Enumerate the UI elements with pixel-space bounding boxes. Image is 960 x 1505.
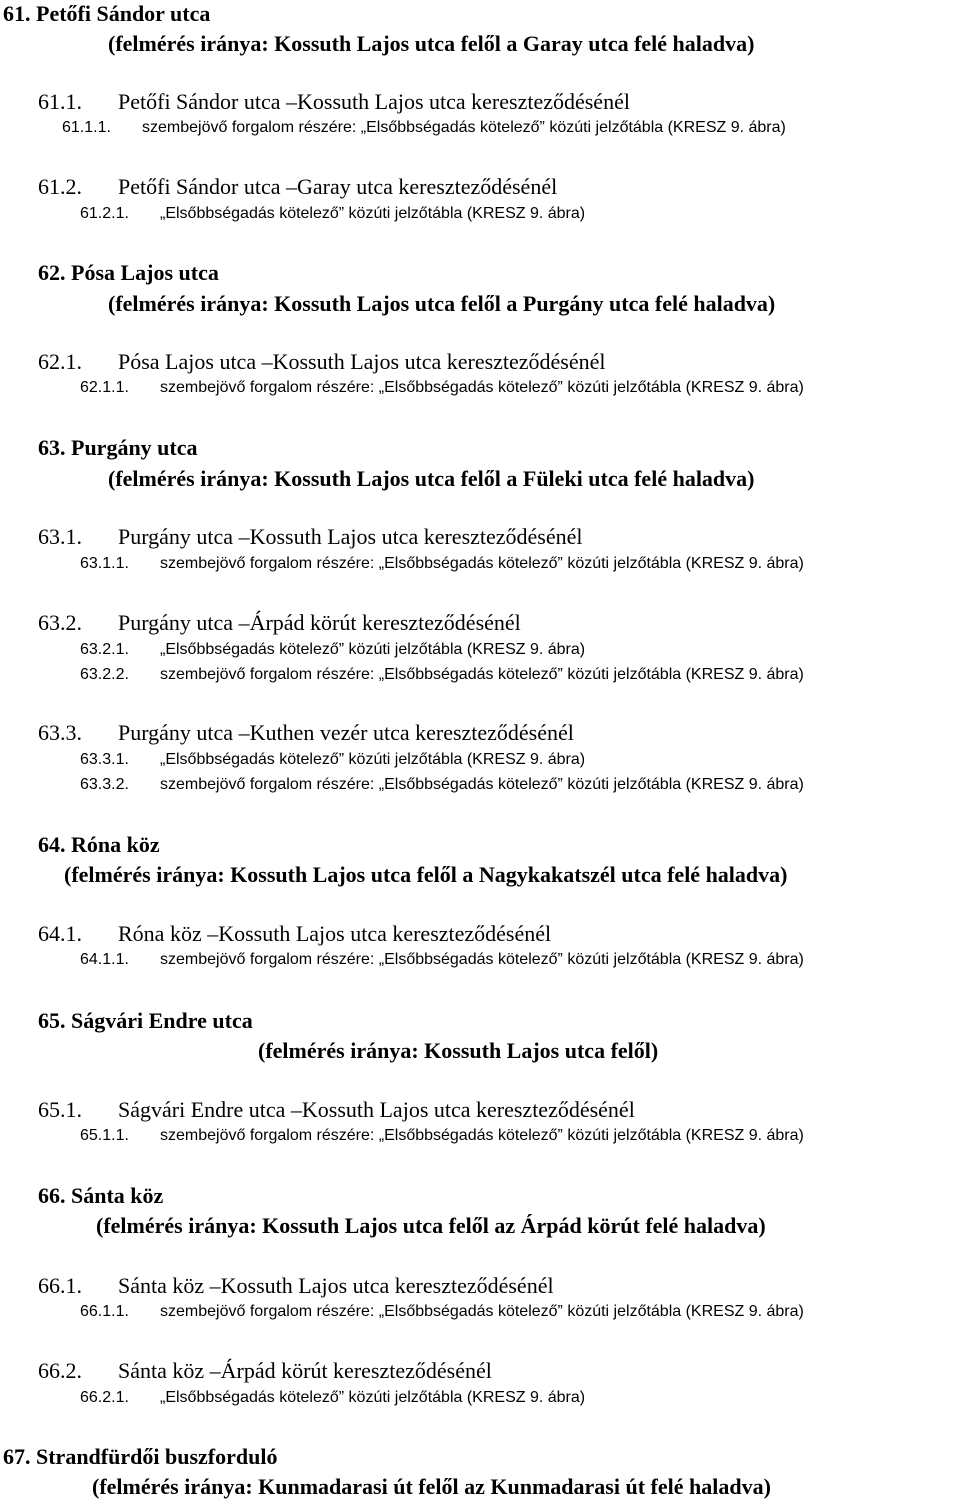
subsection-text: Ságvári Endre utca –Kossuth Lajos utca kereszteződésénél bbox=[118, 1097, 635, 1122]
item-text: szembejövő forgalom részére: „Elsőbbségadás kötelező” közúti jelzőtábla (KRESZ 9. ábra) bbox=[142, 119, 786, 136]
item-text: szembejövő forgalom részére: „Elsőbbségadás kötelező” közúti jelzőtábla (KRESZ 9. ábra) bbox=[160, 666, 804, 683]
subsection-title bbox=[38, 351, 606, 373]
section-direction: (felmérés iránya: Kossuth Lajos utca felől a Garay utca felé haladva) bbox=[108, 31, 755, 56]
subsection-number: 63.1. bbox=[38, 524, 82, 549]
section-direction: (felmérés iránya: Kossuth Lajos utca felől a Purgány utca felé haladva) bbox=[108, 291, 776, 316]
subsection-number: 64.1. bbox=[38, 921, 82, 946]
subsection-title bbox=[38, 1275, 554, 1297]
subsection-title bbox=[38, 91, 630, 113]
section-heading: 61. Petőfi Sándor utca bbox=[3, 1, 211, 26]
subsection-text: Petőfi Sándor utca –Garay utca kereszteződésénél bbox=[118, 174, 558, 199]
subsection-number: 62.1. bbox=[38, 349, 82, 374]
subsection-number: 63.2. bbox=[38, 610, 82, 635]
subsection-number: 65.1. bbox=[38, 1097, 82, 1122]
item-number: 63.1.1. bbox=[80, 555, 129, 572]
item-number: 66.2.1. bbox=[80, 1389, 129, 1406]
section-heading: 65. Ságvári Endre utca bbox=[38, 1008, 253, 1033]
section-heading: 66. Sánta köz bbox=[38, 1183, 164, 1208]
item-number: 63.2.1. bbox=[80, 641, 129, 658]
subsection-title bbox=[38, 1099, 635, 1121]
item-line bbox=[80, 952, 804, 968]
item-number: 66.1.1. bbox=[80, 1303, 129, 1320]
item-text: „Elsőbbségadás kötelező” közúti jelzőtábla (KRESZ 9. ábra) bbox=[160, 751, 586, 768]
subsection-number: 63.3. bbox=[38, 720, 82, 745]
item-number: 61.1.1. bbox=[62, 119, 111, 136]
subsection-title bbox=[38, 526, 583, 548]
subsection-title bbox=[38, 722, 574, 744]
item-number: 63.2.2. bbox=[80, 666, 129, 683]
item-line bbox=[80, 380, 804, 396]
item-line bbox=[80, 752, 585, 768]
subsection-number: 66.2. bbox=[38, 1358, 82, 1383]
item-text: szembejövő forgalom részére: „Elsőbbségadás kötelező” közúti jelzőtábla (KRESZ 9. ábra) bbox=[160, 1127, 804, 1144]
subsection-title bbox=[38, 1360, 492, 1382]
item-line bbox=[80, 1390, 585, 1406]
item-number: 63.3.2. bbox=[80, 776, 129, 793]
section-heading: 63. Purgány utca bbox=[38, 435, 198, 460]
section-direction: (felmérés iránya: Kossuth Lajos utca felől a Füleki utca felé haladva) bbox=[108, 466, 755, 491]
item-number: 62.1.1. bbox=[80, 379, 129, 396]
subsection-title bbox=[38, 612, 521, 634]
section-heading: 67. Strandfürdői buszforduló bbox=[3, 1444, 278, 1469]
section-direction: (felmérés iránya: Kunmadarasi út felől az Kunmadarasi út felé haladva) bbox=[92, 1474, 771, 1499]
item-number: 64.1.1. bbox=[80, 951, 129, 968]
subsection-text: Sánta köz –Árpád körút kereszteződésénél bbox=[118, 1358, 492, 1383]
item-line bbox=[80, 777, 804, 793]
subsection-text: Sánta köz –Kossuth Lajos utca kereszteződésénél bbox=[118, 1273, 554, 1298]
item-text: „Elsőbbségadás kötelező” közúti jelzőtábla (KRESZ 9. ábra) bbox=[160, 1389, 586, 1406]
section-direction: (felmérés iránya: Kossuth Lajos utca felől az Árpád körút felé haladva) bbox=[96, 1213, 766, 1238]
item-line bbox=[80, 1128, 804, 1144]
item-line bbox=[80, 206, 585, 222]
subsection-number: 61.2. bbox=[38, 174, 82, 199]
item-number: 63.3.1. bbox=[80, 751, 129, 768]
subsection-text: Pósa Lajos utca –Kossuth Lajos utca kereszteződésénél bbox=[118, 349, 606, 374]
subsection-text: Róna köz –Kossuth Lajos utca kereszteződésénél bbox=[118, 921, 552, 946]
subsection-text: Petőfi Sándor utca –Kossuth Lajos utca kereszteződésénél bbox=[118, 89, 630, 114]
subsection-number: 66.1. bbox=[38, 1273, 82, 1298]
item-text: szembejövő forgalom részére: „Elsőbbségadás kötelező” közúti jelzőtábla (KRESZ 9. ábra) bbox=[160, 555, 804, 572]
subsection-number: 61.1. bbox=[38, 89, 82, 114]
subsection-text: Purgány utca –Kossuth Lajos utca kereszteződésénél bbox=[118, 524, 583, 549]
item-line bbox=[62, 120, 786, 136]
section-direction: (felmérés iránya: Kossuth Lajos utca felől) bbox=[258, 1038, 659, 1063]
item-text: „Elsőbbségadás kötelező” közúti jelzőtábla (KRESZ 9. ábra) bbox=[160, 641, 586, 658]
section-heading: 62. Pósa Lajos utca bbox=[38, 260, 219, 285]
item-text: szembejövő forgalom részére: „Elsőbbségadás kötelező” közúti jelzőtábla (KRESZ 9. ábra) bbox=[160, 379, 804, 396]
item-number: 61.2.1. bbox=[80, 205, 129, 222]
subsection-text: Purgány utca –Árpád körút kereszteződésénél bbox=[118, 610, 521, 635]
item-line bbox=[80, 667, 804, 683]
item-line bbox=[80, 642, 585, 658]
item-text: „Elsőbbségadás kötelező” közúti jelzőtábla (KRESZ 9. ábra) bbox=[160, 205, 586, 222]
section-heading: 64. Róna köz bbox=[38, 832, 160, 857]
subsection-text: Purgány utca –Kuthen vezér utca kereszteződésénél bbox=[118, 720, 574, 745]
item-number: 65.1.1. bbox=[80, 1127, 129, 1144]
item-text: szembejövő forgalom részére: „Elsőbbségadás kötelező” közúti jelzőtábla (KRESZ 9. ábra) bbox=[160, 951, 804, 968]
item-line bbox=[80, 556, 804, 572]
item-text: szembejövő forgalom részére: „Elsőbbségadás kötelező” közúti jelzőtábla (KRESZ 9. ábra) bbox=[160, 776, 804, 793]
item-line bbox=[80, 1304, 804, 1320]
section-direction: (felmérés iránya: Kossuth Lajos utca felől a Nagykakatszél utca felé haladva) bbox=[64, 862, 788, 887]
item-text: szembejövő forgalom részére: „Elsőbbségadás kötelező” közúti jelzőtábla (KRESZ 9. ábra) bbox=[160, 1303, 804, 1320]
subsection-title bbox=[38, 176, 557, 198]
subsection-title bbox=[38, 923, 551, 945]
